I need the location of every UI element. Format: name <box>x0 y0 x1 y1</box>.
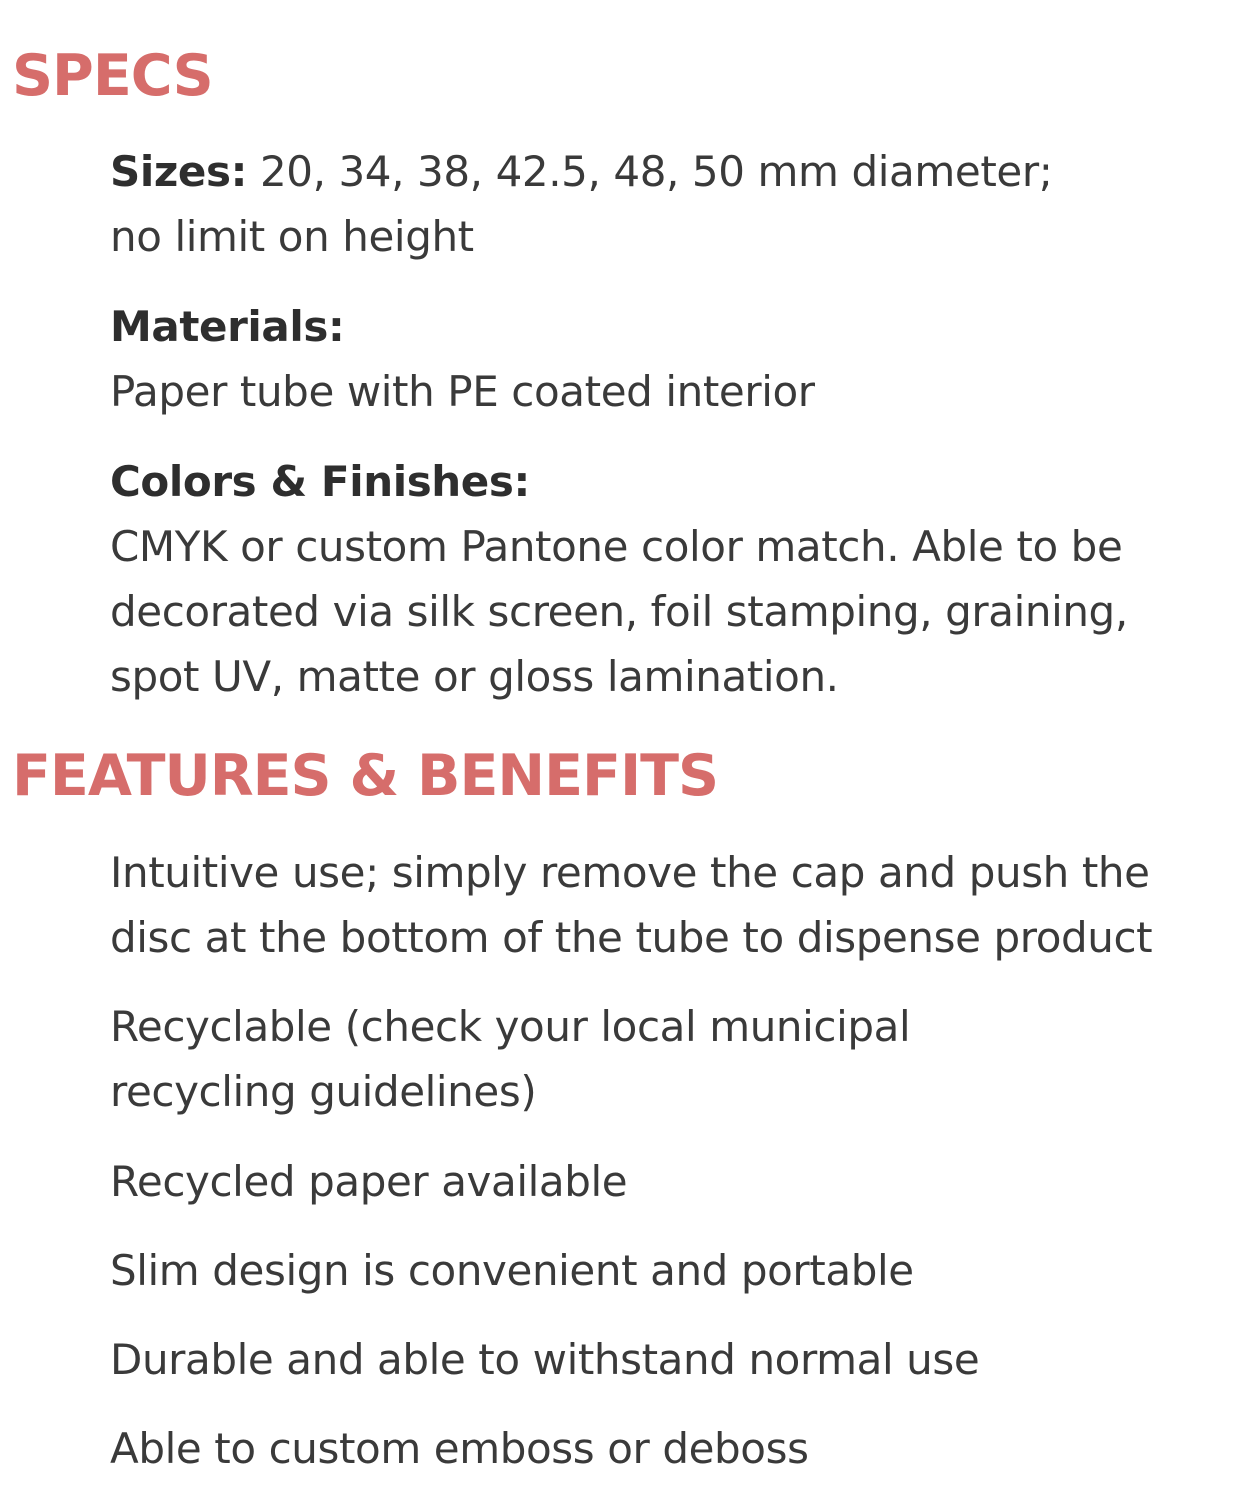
feature-item <box>110 1416 1230 1481</box>
spec-materials-value: Paper tube with PE coated interior <box>110 367 815 416</box>
feature-item <box>110 994 1230 1124</box>
specs-heading: SPECS <box>12 43 213 109</box>
spec-materials <box>110 294 1230 424</box>
feature-item <box>110 1327 1230 1392</box>
spec-colors-line-3: spot UV, matte or gloss lamination. <box>110 652 839 701</box>
spec-sizes <box>110 139 1230 269</box>
spec-sizes-line-1 <box>110 139 1230 204</box>
spec-colors-line-2: decorated via silk screen, foil stamping, graining, <box>110 587 1128 636</box>
feature-item-line-2: recycling guidelines) <box>110 1067 537 1116</box>
features-heading: FEATURES & BENEFITS <box>12 743 719 809</box>
feature-item-line-1: Recyclable (check your local municipal <box>110 1002 911 1051</box>
feature-item-line-1: Durable and able to withstand normal use <box>110 1335 980 1384</box>
feature-item-line-1: Intuitive use; simply remove the cap and push the <box>110 848 1150 897</box>
spec-sizes-value: 20, 34, 38, 42.5, 48, 50 mm diameter; <box>259 147 1053 196</box>
feature-item-line-1: Slim design is convenient and portable <box>110 1246 914 1295</box>
feature-item-line-1: Able to custom emboss or deboss <box>110 1424 809 1473</box>
spec-sizes-label: Sizes: <box>110 147 247 196</box>
spec-materials-label: Materials: <box>110 302 345 351</box>
spec-colors <box>110 449 1230 709</box>
spec-colors-line-1: CMYK or custom Pantone color match. Able to be <box>110 522 1123 571</box>
spec-colors-label: Colors & Finishes: <box>110 457 530 506</box>
feature-item-line-1: Recycled paper available <box>110 1157 628 1206</box>
spec-sizes-line-2: no limit on height <box>110 212 474 261</box>
feature-item <box>110 840 1230 970</box>
feature-item-line-2: disc at the bottom of the tube to dispense product <box>110 913 1153 962</box>
feature-item <box>110 1238 1230 1303</box>
feature-item <box>110 1149 1230 1214</box>
